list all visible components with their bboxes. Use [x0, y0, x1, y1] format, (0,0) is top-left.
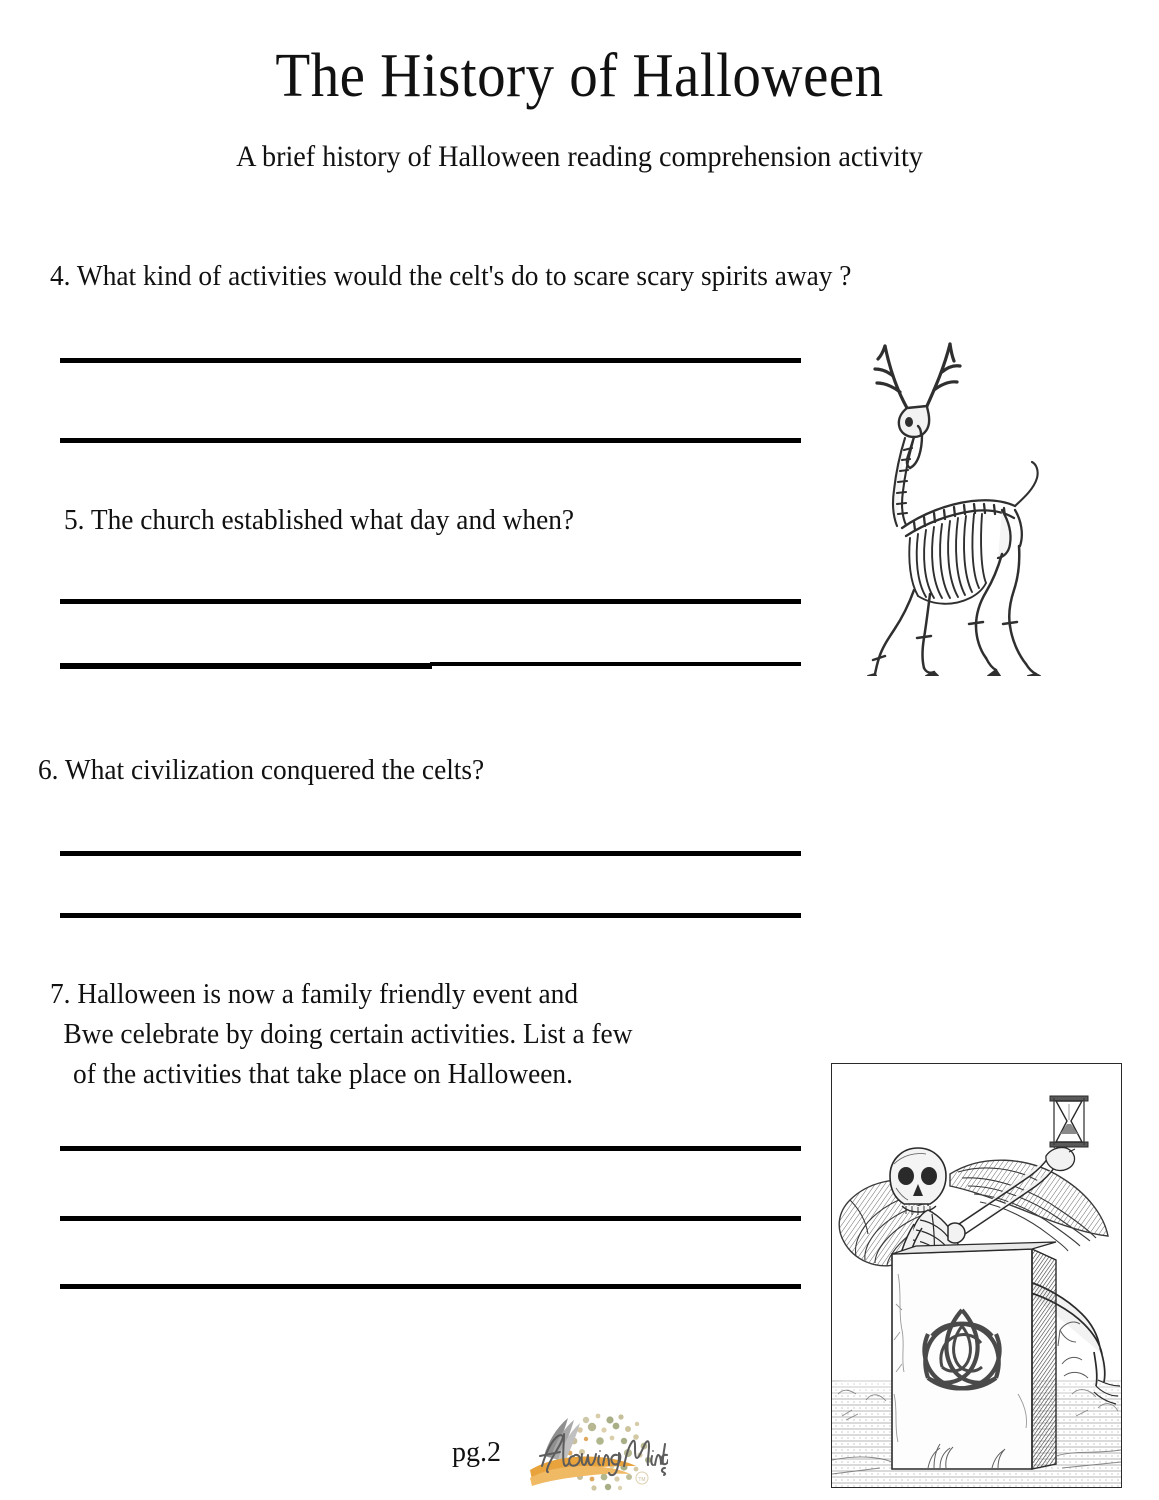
question-6-text: 6. What civilization conquered the celts? [38, 755, 485, 786]
winged-skeleton-tombstone-illustration [831, 1063, 1122, 1488]
page-subtitle: A brief history of Halloween reading comprehension activity [236, 140, 923, 173]
answer-line-q5-1[interactable] [60, 599, 801, 604]
question-7-line-1: 7. Halloween is now a family friendly event and [50, 979, 579, 1010]
flowing-minds-logo-icon [524, 1408, 668, 1496]
deer-skeleton-icon [852, 338, 1068, 676]
question-5-text: 5. The church established what day and when? [64, 505, 575, 536]
answer-line-q6-1[interactable] [60, 851, 801, 856]
svg-text:TM: TM [638, 1477, 646, 1483]
answer-line-q4-1[interactable] [60, 358, 801, 363]
answer-line-q7-3[interactable] [60, 1284, 801, 1289]
answer-line-q7-1[interactable] [60, 1146, 801, 1151]
question-7-line-3: of the activities that take place on Halloween. [73, 1059, 573, 1090]
winged-skeleton-tombstone-icon [832, 1064, 1121, 1487]
answer-line-q4-2[interactable] [60, 438, 801, 443]
answer-line-q5-2-left[interactable] [60, 663, 432, 669]
question-4-text: 4. What kind of activities would the celt's do to scare scary spirits away ? [50, 261, 852, 292]
question-7-text [50, 975, 780, 1095]
flowing-minds-logo [524, 1408, 668, 1496]
answer-line-q5-2-right[interactable] [430, 662, 801, 666]
question-7-line-2: Bwe celebrate by doing certain activities. List a few [63, 1019, 633, 1050]
page-title: The History of Halloween [275, 42, 884, 110]
page-number-label: pg.2 [452, 1437, 501, 1468]
answer-line-q6-2[interactable] [60, 913, 801, 918]
deer-skeleton-illustration [852, 338, 1068, 676]
answer-line-q7-2[interactable] [60, 1216, 801, 1221]
